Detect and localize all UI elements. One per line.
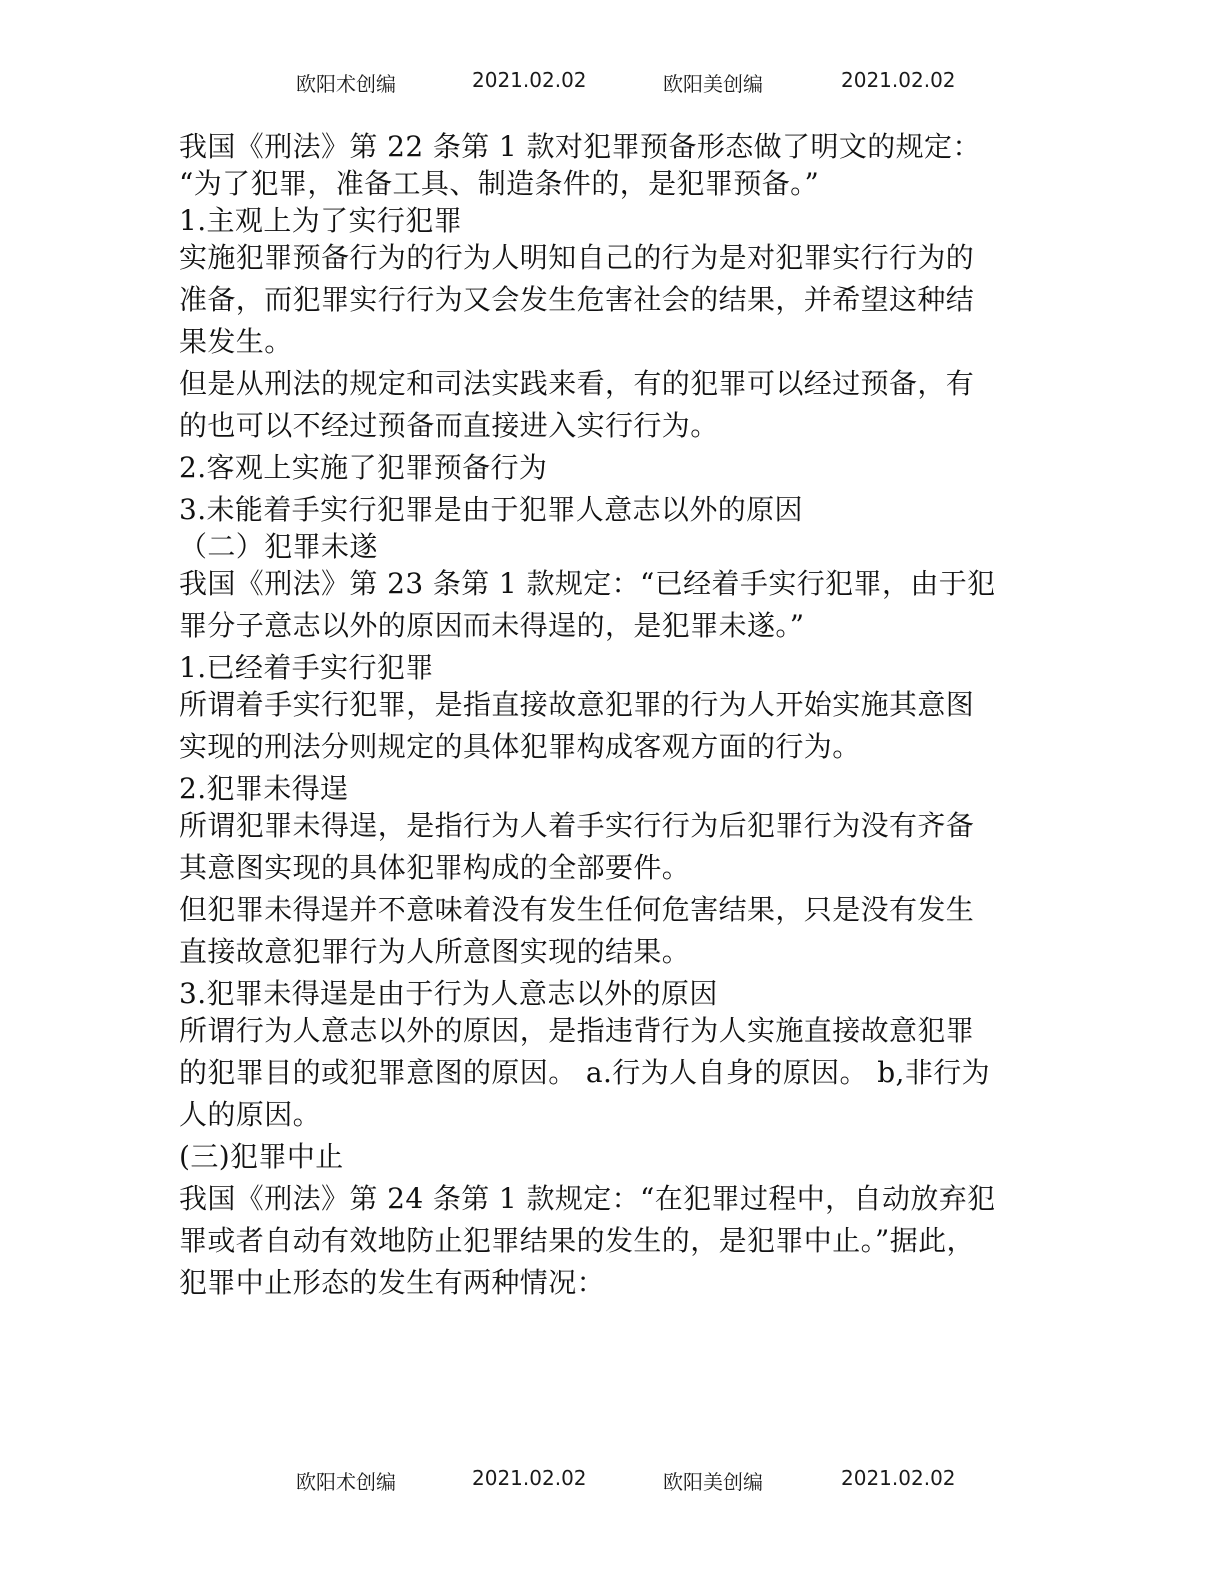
body-line: 所谓行为人意志以外的原因，是指违背行为人实施直接故意犯罪: [179, 1014, 975, 1047]
footer-date-2: 2021.02.02: [841, 1466, 956, 1490]
section-heading: 2.客观上实施了犯罪预备行为: [179, 451, 548, 484]
body-line: 实施犯罪预备行为的行为人明知自己的行为是对犯罪实行行为的: [179, 241, 975, 274]
footer-author-2: 欧阳美创编: [663, 1470, 763, 1494]
section-heading: (三)犯罪中止: [179, 1140, 344, 1173]
section-heading: 1.已经着手实行犯罪: [179, 651, 434, 684]
body-line: 所谓犯罪未得逞，是指行为人着手实行行为后犯罪行为没有齐备: [179, 809, 975, 842]
section-heading: 3.未能着手实行犯罪是由于犯罪人意志以外的原因: [179, 493, 803, 526]
body-line: 人的原因。: [179, 1098, 322, 1131]
body-line: 犯罪中止形态的发生有两种情况：: [179, 1266, 606, 1299]
body-line: 果发生。: [179, 325, 293, 358]
page-header: [0, 68, 1224, 98]
body-line: 的犯罪目的或犯罪意图的原因。 a.行为人自身的原因。 b,非行为: [179, 1056, 991, 1089]
footer-date-1: 2021.02.02: [472, 1466, 587, 1490]
section-heading: （二）犯罪未遂: [179, 530, 378, 563]
body-line: 我国《刑法》第 23 条第 1 款规定：“已经着手实行犯罪，由于犯: [179, 567, 996, 600]
section-heading: 2.犯罪未得逞: [179, 772, 349, 805]
body-line: 实现的刑法分则规定的具体犯罪构成客观方面的行为。: [179, 730, 861, 763]
body-line: 我国《刑法》第 24 条第 1 款规定：“在犯罪过程中，自动放弃犯: [179, 1182, 996, 1215]
section-heading: 1.主观上为了实行犯罪: [179, 204, 463, 237]
section-heading: 3.犯罪未得逞是由于行为人意志以外的原因: [179, 977, 718, 1010]
body-line: 准备，而犯罪实行行为又会发生危害社会的结果，并希望这种结: [179, 283, 975, 316]
page-footer: [0, 1466, 1224, 1496]
body-line: 我国《刑法》第 22 条第 1 款对犯罪预备形态做了明文的规定：: [179, 130, 981, 163]
body-line: 罪分子意志以外的原因而未得逞的，是犯罪未遂。”: [179, 609, 805, 642]
body-line: 罪或者自动有效地防止犯罪结果的发生的，是犯罪中止。”据此，: [179, 1224, 975, 1257]
header-author-2: 欧阳美创编: [663, 72, 763, 96]
document-body: [179, 132, 1041, 1310]
body-line: “为了犯罪，准备工具、制造条件的，是犯罪预备。”: [179, 167, 820, 200]
header-author-1: 欧阳术创编: [296, 72, 396, 96]
body-line: 但犯罪未得逞并不意味着没有发生任何危害结果，只是没有发生: [179, 893, 975, 926]
body-line: 所谓着手实行犯罪，是指直接故意犯罪的行为人开始实施其意图: [179, 688, 975, 721]
body-line: 但是从刑法的规定和司法实践来看，有的犯罪可以经过预备，有: [179, 367, 975, 400]
body-line: 的也可以不经过预备而直接进入实行行为。: [179, 409, 719, 442]
footer-author-1: 欧阳术创编: [296, 1470, 396, 1494]
header-date-2: 2021.02.02: [841, 68, 956, 92]
header-date-1: 2021.02.02: [472, 68, 587, 92]
body-line: 其意图实现的具体犯罪构成的全部要件。: [179, 851, 691, 884]
body-line: 直接故意犯罪行为人所意图实现的结果。: [179, 935, 691, 968]
